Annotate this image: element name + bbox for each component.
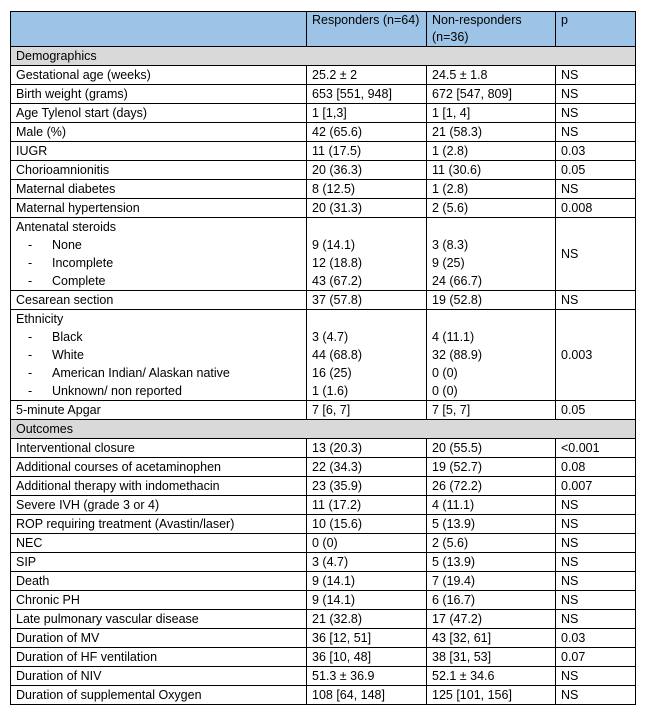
table-row-cesarean bbox=[11, 291, 636, 310]
responders-value: 7 [6, 7] bbox=[307, 401, 427, 420]
non-responders-value: 26 (72.2) bbox=[427, 477, 556, 496]
section-outcomes bbox=[11, 420, 636, 439]
non-responders-value: 7 (19.4) bbox=[427, 572, 556, 591]
table-row-maternal-hypertension bbox=[11, 199, 636, 218]
table-row-duration-hf bbox=[11, 648, 636, 667]
header-responders bbox=[307, 12, 427, 47]
section-demographics bbox=[11, 47, 636, 66]
group-label: Antenatal steroids bbox=[16, 220, 117, 234]
non-responders-value: 1 [1, 4] bbox=[427, 104, 556, 123]
non-responders-value: 19 (52.8) bbox=[427, 291, 556, 310]
sub-value: 43 (67.2) bbox=[312, 274, 363, 288]
non-responders-value: 43 [32, 61] bbox=[427, 629, 556, 648]
sub-item bbox=[16, 382, 306, 400]
sub-dash: - bbox=[28, 274, 33, 288]
row-label: Duration of MV bbox=[11, 629, 307, 648]
non-responders-value: 52.1 ± 34.6 bbox=[427, 667, 556, 686]
non-responders-value: 2 (5.6) bbox=[427, 534, 556, 553]
spacer bbox=[432, 310, 555, 328]
responders-value bbox=[307, 218, 427, 291]
p-value: 0.003 bbox=[556, 310, 636, 401]
sub-label: Complete bbox=[52, 274, 106, 288]
p-value: 0.05 bbox=[556, 401, 636, 420]
sub-label: American Indian/ Alaskan native bbox=[52, 366, 230, 380]
row-label: Male (%) bbox=[11, 123, 307, 142]
table-row-birth-weight bbox=[11, 85, 636, 104]
non-responders-value: 5 (13.9) bbox=[427, 515, 556, 534]
p-value: NS bbox=[556, 123, 636, 142]
responders-value: 36 [10, 48] bbox=[307, 648, 427, 667]
sub-value: 24 (66.7) bbox=[432, 274, 483, 288]
row-label: Age Tylenol start (days) bbox=[11, 104, 307, 123]
table-row-apgar bbox=[11, 401, 636, 420]
sub-dash: - bbox=[28, 238, 33, 252]
header-p: p bbox=[556, 12, 636, 47]
sub-item bbox=[16, 272, 306, 290]
row-label: Maternal diabetes bbox=[11, 180, 307, 199]
p-value: NS bbox=[556, 686, 636, 705]
responders-value: 20 (31.3) bbox=[307, 199, 427, 218]
row-label: Death bbox=[11, 572, 307, 591]
table-row-severe-ivh bbox=[11, 496, 636, 515]
p-value: NS bbox=[556, 534, 636, 553]
p-value: NS bbox=[556, 104, 636, 123]
table-row-gestational-age bbox=[11, 66, 636, 85]
header-variable bbox=[11, 12, 307, 47]
table-row-indomethacin bbox=[11, 477, 636, 496]
p-value: NS bbox=[556, 610, 636, 629]
table-row-antenatal-steroids bbox=[11, 218, 636, 291]
table-row-chronic-ph bbox=[11, 591, 636, 610]
p-value: NS bbox=[556, 572, 636, 591]
sub-value: 3 (4.7) bbox=[312, 330, 349, 344]
row-label: Chorioamnionitis bbox=[11, 161, 307, 180]
sub-label: Black bbox=[52, 330, 83, 344]
row-label: Duration of HF ventilation bbox=[11, 648, 307, 667]
non-responders-value: 1 (2.8) bbox=[427, 142, 556, 161]
row-label: Duration of NIV bbox=[11, 667, 307, 686]
row-label: Chronic PH bbox=[11, 591, 307, 610]
table-row-duration-oxygen bbox=[11, 686, 636, 705]
row-label: NEC bbox=[11, 534, 307, 553]
non-responders-value: 38 [31, 53] bbox=[427, 648, 556, 667]
responders-value: 9 (14.1) bbox=[307, 572, 427, 591]
sub-value: 16 (25) bbox=[312, 366, 352, 380]
row-label: Interventional closure bbox=[11, 439, 307, 458]
p-value: NS bbox=[556, 218, 636, 291]
non-responders-value: 2 (5.6) bbox=[427, 199, 556, 218]
p-value: 0.08 bbox=[556, 458, 636, 477]
table-row-male bbox=[11, 123, 636, 142]
non-responders-value: 125 [101, 156] bbox=[427, 686, 556, 705]
p-value: 0.03 bbox=[556, 629, 636, 648]
sub-dash: - bbox=[28, 348, 33, 362]
p-value: 0.007 bbox=[556, 477, 636, 496]
table-row-late-pulmonary bbox=[11, 610, 636, 629]
responders-value: 20 (36.3) bbox=[307, 161, 427, 180]
sub-item bbox=[16, 328, 306, 346]
sub-value: 0 (0) bbox=[432, 384, 458, 398]
section-label: Demographics bbox=[11, 47, 636, 66]
sub-value: 1 (1.6) bbox=[312, 384, 349, 398]
section-label: Outcomes bbox=[11, 420, 636, 439]
sub-value: 32 (88.9) bbox=[432, 348, 483, 362]
sub-dash: - bbox=[28, 330, 33, 344]
p-value: 0.03 bbox=[556, 142, 636, 161]
p-value: NS bbox=[556, 591, 636, 610]
p-value: NS bbox=[556, 667, 636, 686]
sub-value: 3 (8.3) bbox=[432, 238, 469, 252]
responders-value: 11 (17.5) bbox=[307, 142, 427, 161]
p-value: <0.001 bbox=[556, 439, 636, 458]
table-row-age-tylenol bbox=[11, 104, 636, 123]
non-responders-value: 24.5 ± 1.8 bbox=[427, 66, 556, 85]
row-label: Birth weight (grams) bbox=[11, 85, 307, 104]
sub-item bbox=[16, 236, 306, 254]
sub-value: 4 (11.1) bbox=[432, 330, 475, 344]
row-label: SIP bbox=[11, 553, 307, 572]
sub-label: Unknown/ non reported bbox=[52, 384, 182, 398]
table-row-chorioamnionitis bbox=[11, 161, 636, 180]
table-row-nec bbox=[11, 534, 636, 553]
responders-value: 108 [64, 148] bbox=[307, 686, 427, 705]
sub-item bbox=[16, 346, 306, 364]
responders-value: 653 [551, 948] bbox=[307, 85, 427, 104]
table-row-sip bbox=[11, 553, 636, 572]
sub-dash: - bbox=[28, 384, 33, 398]
non-responders-value: 11 (30.6) bbox=[427, 161, 556, 180]
non-responders-value: 5 (13.9) bbox=[427, 553, 556, 572]
responders-value: 10 (15.6) bbox=[307, 515, 427, 534]
responders-value: 36 [12, 51] bbox=[307, 629, 427, 648]
sub-item bbox=[16, 254, 306, 272]
responders-value: 22 (34.3) bbox=[307, 458, 427, 477]
header-non-responders-label: Non-responders (n=36) bbox=[432, 13, 522, 44]
spacer bbox=[432, 218, 555, 236]
sub-label: Incomplete bbox=[52, 256, 114, 270]
sub-item bbox=[16, 364, 306, 382]
table-row-ethnicity bbox=[11, 310, 636, 401]
responders-value: 1 [1,3] bbox=[307, 104, 427, 123]
responders-value: 37 (57.8) bbox=[307, 291, 427, 310]
non-responders-value bbox=[427, 310, 556, 401]
sub-label: None bbox=[52, 238, 82, 252]
p-value: 0.07 bbox=[556, 648, 636, 667]
table-row-acetaminophen bbox=[11, 458, 636, 477]
spacer bbox=[312, 310, 426, 328]
responders-value: 42 (65.6) bbox=[307, 123, 427, 142]
sub-value: 9 (25) bbox=[432, 256, 465, 270]
header-responders-label: Responders (n=64) bbox=[312, 13, 420, 27]
non-responders-value: 672 [547, 809] bbox=[427, 85, 556, 104]
non-responders-value: 6 (16.7) bbox=[427, 591, 556, 610]
responders-value: 51.3 ± 36.9 bbox=[307, 667, 427, 686]
table-row-iugr bbox=[11, 142, 636, 161]
sub-label: White bbox=[52, 348, 84, 362]
responders-value: 8 (12.5) bbox=[307, 180, 427, 199]
group-label: Ethnicity bbox=[16, 312, 64, 326]
non-responders-value: 1 (2.8) bbox=[427, 180, 556, 199]
row-label: IUGR bbox=[11, 142, 307, 161]
row-label bbox=[11, 310, 307, 401]
row-label: Duration of supplemental Oxygen bbox=[11, 686, 307, 705]
table-row-duration-niv bbox=[11, 667, 636, 686]
p-value: NS bbox=[556, 180, 636, 199]
row-label: Maternal hypertension bbox=[11, 199, 307, 218]
table-row-death bbox=[11, 572, 636, 591]
p-value: NS bbox=[556, 85, 636, 104]
p-value: 0.05 bbox=[556, 161, 636, 180]
non-responders-value bbox=[427, 218, 556, 291]
p-value: NS bbox=[556, 553, 636, 572]
row-label: Late pulmonary vascular disease bbox=[11, 610, 307, 629]
p-value: NS bbox=[556, 496, 636, 515]
responders-value: 3 (4.7) bbox=[307, 553, 427, 572]
non-responders-value: 21 (58.3) bbox=[427, 123, 556, 142]
sub-value: 0 (0) bbox=[432, 366, 458, 380]
table-row-duration-mv bbox=[11, 629, 636, 648]
non-responders-value: 20 (55.5) bbox=[427, 439, 556, 458]
sub-dash: - bbox=[28, 256, 33, 270]
row-label: Additional courses of acetaminophen bbox=[11, 458, 307, 477]
row-label: ROP requiring treatment (Avastin/laser) bbox=[11, 515, 307, 534]
responders-value: 21 (32.8) bbox=[307, 610, 427, 629]
table-row-maternal-diabetes bbox=[11, 180, 636, 199]
responders-value: 25.2 ± 2 bbox=[307, 66, 427, 85]
sub-dash: - bbox=[28, 366, 33, 380]
responders-value: 13 (20.3) bbox=[307, 439, 427, 458]
spacer bbox=[312, 218, 426, 236]
responders-value: 0 (0) bbox=[307, 534, 427, 553]
p-value: NS bbox=[556, 291, 636, 310]
non-responders-value: 17 (47.2) bbox=[427, 610, 556, 629]
sub-value: 44 (68.8) bbox=[312, 348, 363, 362]
row-label: Gestational age (weeks) bbox=[11, 66, 307, 85]
results-table bbox=[10, 11, 636, 705]
responders-value: 9 (14.1) bbox=[307, 591, 427, 610]
row-label: Severe IVH (grade 3 or 4) bbox=[11, 496, 307, 515]
sub-value: 12 (18.8) bbox=[312, 256, 363, 270]
p-value: 0.008 bbox=[556, 199, 636, 218]
responders-value: 23 (35.9) bbox=[307, 477, 427, 496]
header-non-responders bbox=[427, 12, 556, 47]
header-row bbox=[11, 12, 636, 47]
p-value: NS bbox=[556, 515, 636, 534]
sub-value: 9 (14.1) bbox=[312, 238, 356, 252]
p-value: NS bbox=[556, 66, 636, 85]
responders-value: 11 (17.2) bbox=[307, 496, 427, 515]
non-responders-value: 7 [5, 7] bbox=[427, 401, 556, 420]
non-responders-value: 19 (52.7) bbox=[427, 458, 556, 477]
row-label: Additional therapy with indomethacin bbox=[11, 477, 307, 496]
table-row-rop bbox=[11, 515, 636, 534]
table-row-interventional-closure bbox=[11, 439, 636, 458]
row-label: Cesarean section bbox=[11, 291, 307, 310]
non-responders-value: 4 (11.1) bbox=[427, 496, 556, 515]
row-label bbox=[11, 218, 307, 291]
responders-value bbox=[307, 310, 427, 401]
row-label: 5-minute Apgar bbox=[11, 401, 307, 420]
